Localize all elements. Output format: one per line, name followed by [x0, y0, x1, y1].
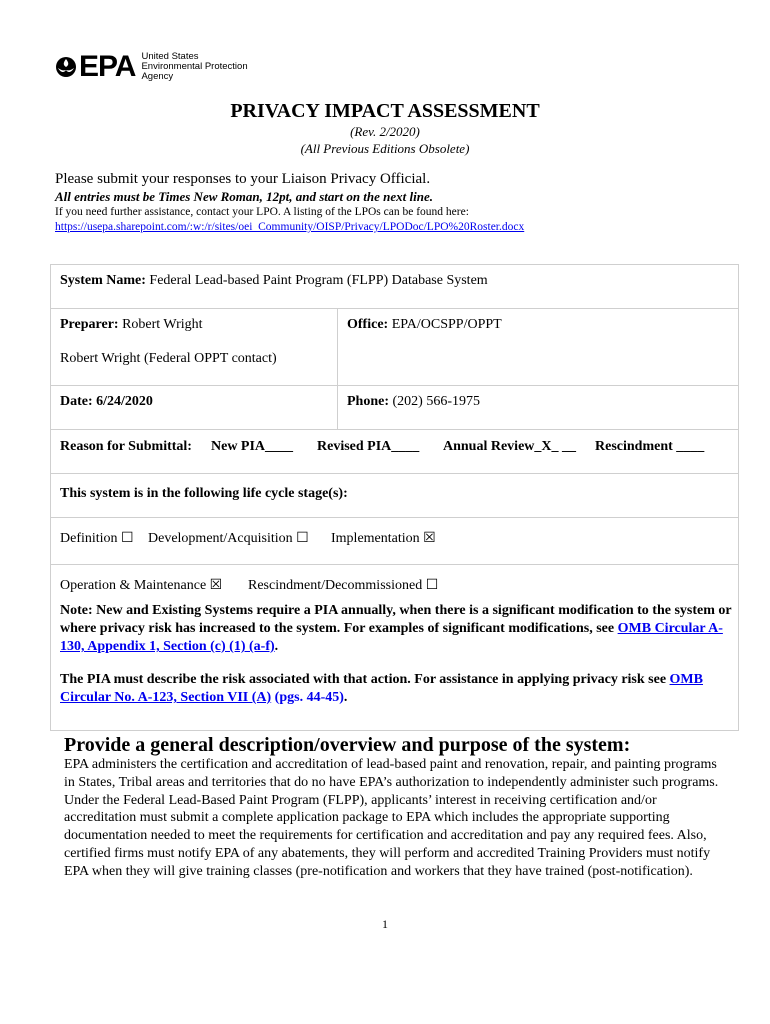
- page-number: 1: [382, 917, 388, 931]
- lifecycle-stages-row-2: [51, 565, 738, 730]
- phone-label: Phone:: [347, 394, 389, 409]
- office-cell: [338, 309, 738, 385]
- note-text: Note: New and Existing Systems require a PIA annually, when there is a significant modification to the system or where privacy risk has increased to the system. For examples of significant modifications, see: [60, 603, 732, 636]
- reason-rescindment: Rescindment ____: [595, 439, 705, 454]
- agency-line-1: United States: [141, 51, 199, 62]
- preparer-row: [51, 309, 738, 386]
- epa-flower-icon: [55, 56, 77, 78]
- phone-value: (202) 566-1975: [392, 394, 480, 409]
- office-value: EPA/OCSPP/OPPT: [391, 317, 502, 332]
- phone-cell: [338, 386, 738, 429]
- submit-instructions: Please submit your responses to your Liaison Privacy Official.: [55, 171, 431, 187]
- reason-new-pia: New PIA____: [211, 439, 294, 454]
- pia-form-table: [50, 264, 739, 731]
- preparer-value: Robert Wright: [122, 317, 203, 332]
- system-name-label: System Name:: [60, 273, 146, 288]
- stage-rescindment: Rescindment/Decommissioned ☐: [248, 578, 439, 593]
- preparer-cell: [51, 309, 338, 385]
- office-label: Office:: [347, 317, 389, 332]
- logo-wordmark: EPA: [79, 50, 136, 83]
- stage-implementation: Implementation ☒: [331, 531, 436, 546]
- lifecycle-heading-row: [51, 474, 738, 518]
- pia-pages: (pgs. 44-45): [274, 690, 344, 705]
- lpo-roster-link[interactable]: https://usepa.sharepoint.com/:w:/r/sites/oei_Community/OISP/Privacy/LPODoc/LPO%20Roster.docx: [55, 221, 525, 233]
- format-instructions: All entries must be Times New Roman, 12pt, and start on the next line.: [55, 189, 434, 204]
- stage-development: Development/Acquisition ☐: [148, 531, 309, 546]
- stage-operation: Operation & Maintenance ☒: [60, 578, 223, 593]
- agency-line-3: Agency: [141, 71, 174, 82]
- assistance-instructions: If you need further assistance, contact your LPO. A listing of the LPOs can be found here:: [55, 206, 469, 218]
- date-phone-row: [51, 386, 738, 430]
- privacy-risk-note: [60, 671, 732, 707]
- system-name-row: [51, 265, 738, 309]
- omb-a123-link[interactable]: OMB Circular No. A-123, Section VII (A): [60, 672, 703, 705]
- description-body: EPA administers the certification and accreditation of lead-based paint and renovation, repair, and painting programs in States, Tribal areas and territories that do no have EPA’s authorization to independently administer such programs. Under the Federal Lead-Based Paint Program (FLPP), applicants’ interest in receiving certification and/or accreditation must submit a complete application package to EPA which includes the appropriate supporting documentation needed to meet the requirements for certification and accreditation and pay any required fees. Also, certified firms must notify EPA of any abatements, they will perform and accredited Training Providers must notify EPA when they will give training classes (pre-notification and workers that they have trained (post-notification).: [64, 757, 719, 879]
- preparer-label: Preparer:: [60, 317, 119, 332]
- note-end: .: [274, 639, 279, 654]
- reason-annual-review: Annual Review_X_ __: [443, 439, 577, 454]
- pia-end: .: [343, 690, 348, 705]
- obsolete-note: (All Previous Editions Obsolete): [300, 141, 470, 156]
- agency-name: [141, 52, 247, 82]
- preparer-contact: Robert Wright (Federal OPPT contact): [60, 351, 277, 366]
- date-cell: [51, 386, 338, 429]
- reason-revised-pia: Revised PIA____: [317, 439, 420, 454]
- description-heading: Provide a general description/overview and purpose of the system:: [64, 734, 631, 756]
- preparer-field: [60, 317, 203, 333]
- stage-definition: Definition ☐: [60, 531, 134, 546]
- reason-row: [51, 430, 738, 474]
- reason-label: Reason for Submittal:: [60, 439, 192, 454]
- revision-note: (Rev. 2/2020): [350, 124, 420, 139]
- epa-logo: [55, 52, 248, 82]
- phone-field: [347, 394, 480, 410]
- date-field: Date: 6/24/2020: [60, 394, 153, 409]
- office-field: [347, 317, 502, 333]
- omb-a130-link[interactable]: OMB Circular A-130, Appendix 1, Section (c) (1) (a-f): [60, 621, 723, 654]
- significant-modification-note: [60, 602, 732, 656]
- system-name-value: Federal Lead-based Paint Program (FLPP) Database System: [149, 273, 488, 288]
- lifecycle-stages-row-1: [51, 518, 738, 565]
- agency-line-2: Environmental Protection: [141, 61, 248, 72]
- lifecycle-heading: This system is in the following life cycle stage(s):: [60, 486, 348, 501]
- system-name-field: [60, 273, 488, 289]
- pia-text: The PIA must describe the risk associated with that action. For assistance in applying privacy risk see: [60, 672, 667, 687]
- page-title: PRIVACY IMPACT ASSESSMENT: [230, 100, 540, 122]
